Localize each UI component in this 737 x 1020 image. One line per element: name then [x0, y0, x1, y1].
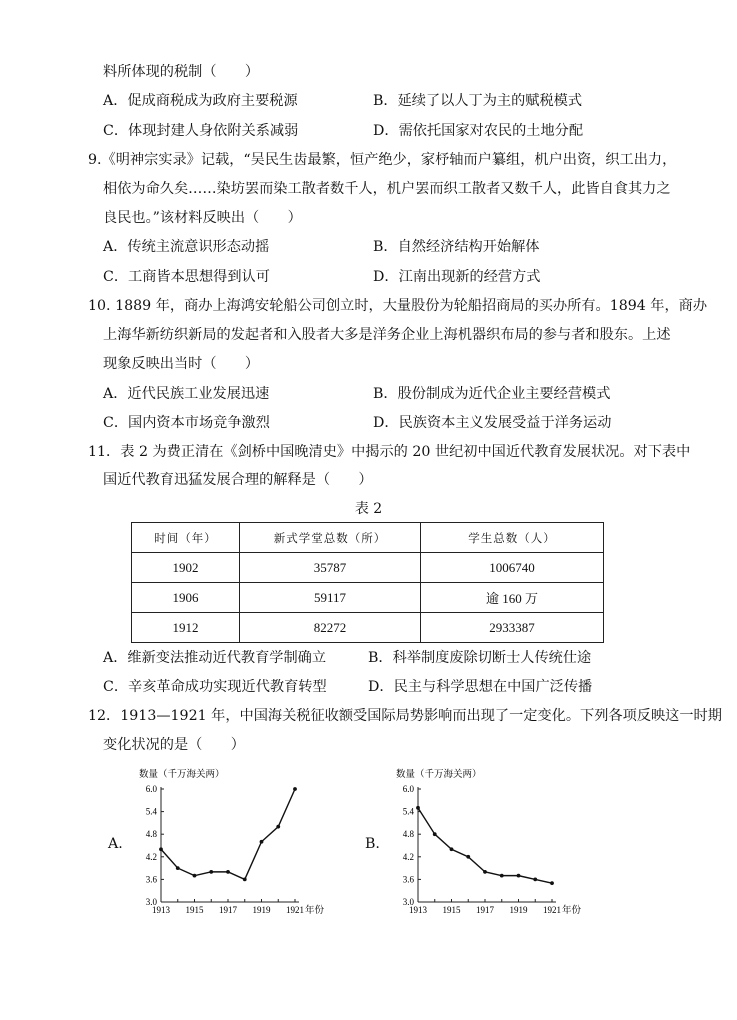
q10-stem-line-3: 现象反映出当时（ ）	[103, 356, 260, 372]
q11-option-d[interactable]: D．民主与科学思想在中国广泛传播	[368, 679, 593, 695]
table-cell: 1906	[132, 583, 240, 613]
q8-stem-continuation: 料所体现的税制（ ）	[103, 64, 260, 80]
q9-option-a[interactable]: A．传统主流意识形态动摇	[103, 239, 270, 255]
table-cell: 1902	[132, 553, 240, 583]
y-tick-label: 3.6	[145, 874, 157, 885]
table-header-row	[132, 523, 604, 553]
q9-option-c[interactable]: C．工商皆本思想得到认可	[103, 269, 270, 285]
y-tick-label: 4.8	[402, 829, 414, 840]
x-tick-label: 1913	[409, 905, 427, 915]
data-point	[517, 874, 521, 878]
q11-stem-line-1: 11．表 2 为费正清在《剑桥中国晚清史》中揭示的 20 世纪初中国近代教育发展状况。对下表中	[88, 444, 691, 460]
y-axis-label: 数量（千万海关两）	[139, 770, 225, 780]
table-cell: 35787	[240, 553, 421, 583]
q8-option-b[interactable]: B．延续了以人丁为主的赋税模式	[373, 93, 583, 109]
x-tick-label: 1919	[509, 905, 528, 915]
data-point	[209, 870, 213, 874]
q8-option-c[interactable]: C．体现封建人身依附关系减弱	[103, 123, 299, 139]
table-row	[132, 553, 604, 583]
x-tick-label: 1921	[286, 905, 304, 915]
q9-stem-line-2: 相依为命久矣……染坊罢而染工散者数千人，机户罢而织工散者又数千人，此皆自食其力之	[103, 181, 671, 197]
data-point	[293, 787, 297, 791]
x-tick-label: 1913	[152, 905, 170, 915]
table-cell: 1912	[132, 613, 240, 643]
q12-stem-line-1: 12．1913—1921 年，中国海关税征收额受国际局势影响而出现了一定变化。下列各项反映这一时期	[88, 708, 722, 724]
q10-option-c[interactable]: C．国内资本市场竞争激烈	[103, 415, 270, 431]
table-header-year: 时间（年）	[132, 523, 240, 553]
y-tick-label: 6.0	[402, 784, 414, 794]
data-point	[276, 825, 280, 829]
table-row	[132, 613, 604, 643]
q11-option-a[interactable]: A．维新变法推动近代教育学制确立	[103, 650, 327, 666]
y-tick-label: 3.0	[145, 897, 157, 907]
data-point	[243, 878, 247, 882]
x-axis-label: 年份	[305, 906, 325, 916]
y-tick-label: 4.8	[145, 829, 157, 840]
y-tick-label: 4.2	[402, 851, 414, 862]
x-tick-label: 1917	[476, 905, 494, 915]
data-point	[500, 874, 504, 878]
table-caption: 表 2	[354, 501, 383, 517]
table-header-students: 学生总数（人）	[421, 523, 604, 553]
y-tick-label: 5.4	[402, 806, 414, 817]
q12-option-a-label[interactable]: A.	[108, 836, 123, 852]
q11-stem-line-2: 国近代教育迅猛发展合理的解释是（ ）	[103, 472, 373, 488]
chart-a-svg	[135, 765, 335, 920]
data-point	[159, 847, 163, 851]
data-point	[176, 866, 180, 870]
y-tick-label: 3.6	[402, 874, 414, 885]
series-line	[161, 789, 295, 879]
data-point	[226, 870, 230, 874]
x-axis-label: 年份	[562, 906, 582, 916]
y-tick-label: 6.0	[145, 784, 157, 794]
table-header-schools: 新式学堂总数（所）	[240, 523, 421, 553]
x-tick-label: 1915	[185, 905, 204, 915]
chart-b-svg	[392, 765, 592, 920]
x-tick-label: 1921	[543, 905, 561, 915]
q9-option-d[interactable]: D．江南出现新的经营方式	[373, 269, 541, 285]
y-tick-label: 5.4	[145, 806, 157, 817]
q9-stem-line-1: 9.《明神宗实录》记载，“吴民生齿最繁，恒产绝少，家杼轴而户纂组，机户出资，织工出力，	[88, 152, 677, 168]
q10-stem-line-1: 10. 1889 年，商办上海鸿安轮船公司创立时，大量股份为轮船招商局的买办所有。1894 年，商办	[88, 298, 708, 314]
table-cell: 逾 160 万	[421, 583, 604, 613]
data-point	[533, 878, 537, 882]
data-point	[433, 832, 437, 836]
data-point	[466, 855, 470, 859]
table-row	[132, 583, 604, 613]
q10-option-b[interactable]: B．股份制成为近代企业主要经营模式	[373, 386, 611, 402]
q8-option-a[interactable]: A．促成商税成为政府主要税源	[103, 93, 298, 109]
data-point	[550, 881, 554, 885]
q12-option-b-label[interactable]: B.	[365, 836, 380, 852]
table-cell: 59117	[240, 583, 421, 613]
q9-stem-line-3: 良民也。”该材料反映出（ ）	[103, 210, 302, 226]
q10-option-d[interactable]: D．民族资本主义发展受益于洋务运动	[373, 415, 612, 431]
data-point	[193, 874, 197, 878]
y-tick-label: 4.2	[145, 851, 157, 862]
table-cell: 1006740	[421, 553, 604, 583]
data-point	[416, 806, 420, 810]
education-table	[131, 522, 604, 643]
q10-option-a[interactable]: A．近代民族工业发展迅速	[103, 386, 270, 402]
x-tick-label: 1919	[252, 905, 271, 915]
x-tick-label: 1917	[219, 905, 237, 915]
chart-b[interactable]	[392, 765, 592, 924]
data-point	[483, 870, 487, 874]
chart-a[interactable]	[135, 765, 335, 924]
q8-option-d[interactable]: D．需依托国家对农民的土地分配	[373, 123, 584, 139]
q11-option-c[interactable]: C．辛亥革命成功实现近代教育转型	[103, 679, 327, 695]
q9-option-b[interactable]: B．自然经济结构开始解体	[373, 239, 540, 255]
y-tick-label: 3.0	[402, 897, 414, 907]
data-point	[260, 840, 264, 844]
y-axis-label: 数量（千万海关两）	[396, 770, 482, 780]
q11-option-b[interactable]: B．科举制度废除切断士人传统仕途	[368, 650, 592, 666]
table-cell: 82272	[240, 613, 421, 643]
q12-stem-line-2: 变化状况的是（ ）	[103, 737, 245, 753]
table-cell: 2933387	[421, 613, 604, 643]
q10-stem-line-2: 上海华新纺织新局的发起者和入股者大多是洋务企业上海机器织布局的参与者和股东。上述	[103, 327, 671, 343]
data-point	[450, 847, 454, 851]
x-tick-label: 1915	[442, 905, 461, 915]
